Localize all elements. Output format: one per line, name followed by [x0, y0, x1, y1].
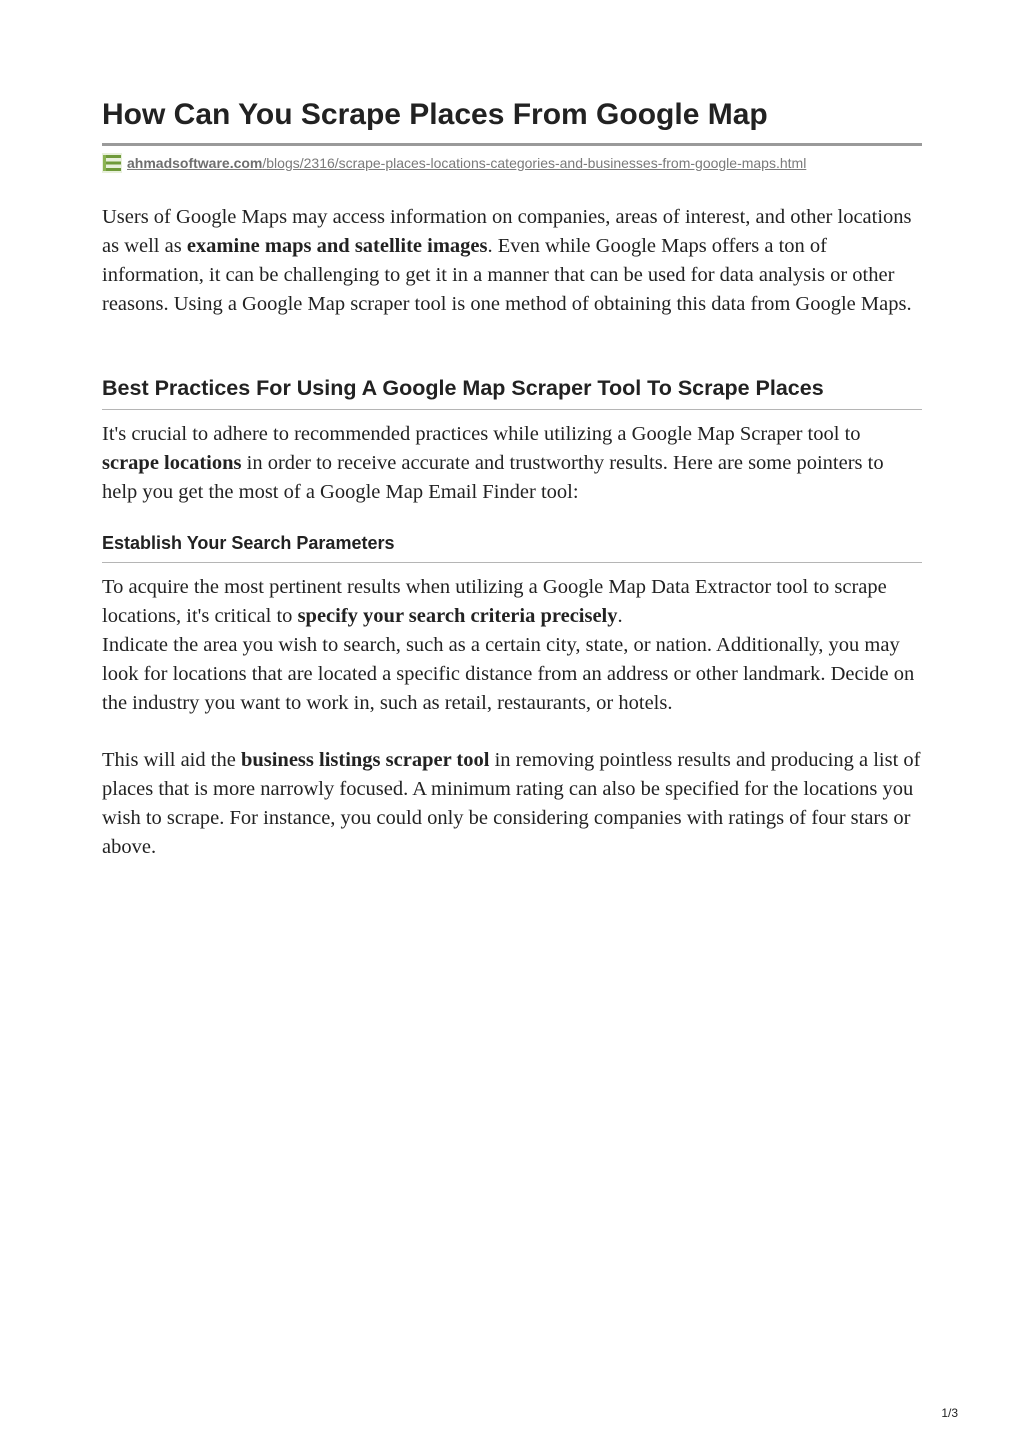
intro-text-1: Users of Google Maps may access information on companies, areas of interest, and other locations as well as — [102, 206, 912, 257]
search-params-paragraph-2: Indicate the area you wish to search, such as a certain city, state, or nation. Additionally, you may look for locations that are located a specific distance from an address or other landmark. Decide on the industry you want to work in, such as retail, restaurants, or hotels. — [102, 634, 915, 714]
title-divider — [102, 143, 922, 146]
source-domain: ahmadsoftware.com — [127, 155, 263, 171]
best-practices-bold: scrape locations — [102, 452, 242, 474]
search-params-text-2: . — [617, 605, 623, 627]
source-line — [102, 153, 806, 173]
document-title: How Can You Scrape Places From Google Map — [102, 98, 768, 131]
best-practices-paragraph — [102, 420, 922, 507]
intro-bold: examine maps and satellite images — [186, 235, 488, 257]
source-url-link[interactable] — [127, 155, 806, 171]
site-logo-icon — [102, 153, 122, 173]
section-heading-best-practices: Best Practices For Using A Google Map Scraper Tool To Scrape Places — [102, 376, 824, 400]
source-path: /blogs/2316/scrape-places-locations-categories-and-businesses-from-google-maps.html — [262, 155, 807, 171]
search-params-bold: specify your search criteria precisely — [297, 605, 618, 627]
intro-text-2: . Even while Google Maps offers a ton of information, it can be challenging to get it in a manner that can be used for data analysis or other reasons. Using a Google Map scraper tool is one method of obtaining this data from Google Maps. — [102, 235, 912, 315]
best-practices-text-1: It's crucial to adhere to recommended practices while utilizing a Google Map Scraper tool to — [102, 423, 861, 445]
page-number: 1/3 — [941, 1406, 958, 1420]
search-params-paragraph-1 — [102, 573, 922, 631]
section-divider — [102, 409, 922, 410]
search-params-text-1: To acquire the most pertinent results when utilizing a Google Map Data Extractor tool to scrape locations, it's critical to — [102, 576, 887, 627]
search-params-paragraph-3 — [102, 746, 922, 862]
search-params-text-3: This will aid the — [102, 749, 241, 771]
search-params-bold-2: business listings scraper tool — [240, 749, 490, 771]
intro-paragraph — [102, 203, 922, 319]
best-practices-text-2: in order to receive accurate and trustworthy results. Here are some pointers to help you get the most of a Google Map Email Finder tool: — [102, 452, 884, 503]
subsection-divider — [102, 562, 922, 563]
search-params-text-4: in removing pointless results and producing a list of places that is more narrowly focused. A minimum rating can also be specified for the locations you wish to scrape. For instance, you could only be considering companies with ratings of four stars or above. — [102, 749, 921, 858]
subsection-heading-search-parameters: Establish Your Search Parameters — [102, 533, 395, 553]
